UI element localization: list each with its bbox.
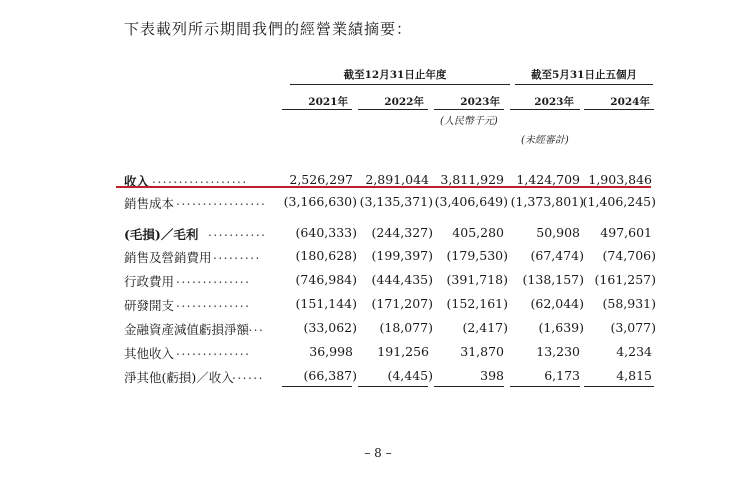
cell-value: 50,908 bbox=[536, 225, 580, 240]
cell-value: (67,474) bbox=[530, 248, 584, 263]
cell-value: (180,628) bbox=[295, 248, 357, 263]
leader-dots: .................. bbox=[152, 172, 248, 186]
table-row bbox=[0, 194, 756, 216]
table-row bbox=[0, 320, 756, 342]
cell-value: 2,526,297 bbox=[289, 172, 353, 187]
table-row bbox=[0, 225, 756, 247]
cell-value: (1,639) bbox=[538, 320, 584, 335]
cell-value: (62,044) bbox=[530, 296, 584, 311]
cell-value: (3,135,371) bbox=[359, 194, 433, 209]
year-header: 2023年 bbox=[534, 96, 574, 108]
cell-value: (244,327) bbox=[371, 225, 433, 240]
leader-dots: .............. bbox=[176, 296, 251, 310]
cell-value: 4,234 bbox=[616, 344, 652, 359]
cell-value: (199,397) bbox=[371, 248, 433, 263]
cell-value: (161,257) bbox=[594, 272, 656, 287]
cell-value: (3,166,630) bbox=[283, 194, 357, 209]
row-label: 金融資產減值虧損淨額 bbox=[124, 322, 250, 337]
cell-value: (1,406,245) bbox=[582, 194, 656, 209]
cell-value: 6,173 bbox=[544, 368, 580, 383]
cell-value: 398 bbox=[480, 368, 504, 383]
year-underline bbox=[510, 109, 580, 110]
row-label: 收入 bbox=[124, 174, 150, 189]
cell-value: (4,445) bbox=[387, 368, 433, 383]
cell-value: 13,230 bbox=[536, 344, 580, 359]
year-header: 2023年 bbox=[460, 96, 500, 108]
year-underline bbox=[434, 109, 504, 110]
table-row bbox=[0, 296, 756, 318]
row-label: 淨其他(虧損)／收入 bbox=[124, 370, 234, 385]
group-underline-annual bbox=[290, 84, 510, 85]
intro-text: 下表載列所示期間我們的經營業績摘要： bbox=[124, 20, 413, 38]
highlight-underline bbox=[116, 186, 651, 188]
unit-note: (人民幣千元) bbox=[440, 116, 498, 127]
column-bottom-rule bbox=[434, 386, 504, 387]
column-bottom-rule bbox=[282, 386, 352, 387]
cell-value: 31,870 bbox=[460, 344, 504, 359]
cell-value: (444,435) bbox=[371, 272, 433, 287]
cell-value: (2,417) bbox=[462, 320, 508, 335]
cell-value: (1,373,801) bbox=[510, 194, 584, 209]
group-header-annual: 截至12月31日止年度 bbox=[343, 69, 447, 81]
cell-value: 1,903,846 bbox=[588, 172, 652, 187]
year-header: 2021年 bbox=[308, 96, 348, 108]
column-bottom-rule bbox=[358, 386, 428, 387]
page-number: – 8 – bbox=[364, 446, 392, 460]
cell-value: 2,891,044 bbox=[365, 172, 429, 187]
cell-value: (74,706) bbox=[602, 248, 656, 263]
cell-value: (33,062) bbox=[303, 320, 357, 335]
cell-value: 1,424,709 bbox=[516, 172, 580, 187]
cell-value: 191,256 bbox=[377, 344, 429, 359]
leader-dots: ................. bbox=[176, 194, 267, 208]
cell-value: 36,998 bbox=[309, 344, 353, 359]
leader-dots: .............. bbox=[176, 344, 251, 358]
row-label: 行政費用 bbox=[124, 274, 175, 289]
year-underline bbox=[358, 109, 428, 110]
cell-value: (3,077) bbox=[610, 320, 656, 335]
cell-value: (391,718) bbox=[446, 272, 508, 287]
leader-dots: ........... bbox=[208, 225, 267, 239]
row-label: (毛損)／毛利 bbox=[124, 227, 199, 242]
column-bottom-rule bbox=[584, 386, 654, 387]
leader-dots: .............. bbox=[176, 272, 251, 286]
group-header-five-months: 截至5月31日止五個月 bbox=[531, 69, 637, 81]
year-header: 2024年 bbox=[610, 96, 650, 108]
cell-value: (66,387) bbox=[303, 368, 357, 383]
cell-value: (3,406,649) bbox=[434, 194, 508, 209]
cell-value: (152,161) bbox=[446, 296, 508, 311]
year-header: 2022年 bbox=[384, 96, 424, 108]
leader-dots: .... bbox=[243, 320, 265, 334]
table-row bbox=[0, 344, 756, 366]
column-bottom-rule bbox=[510, 386, 580, 387]
cell-value: (138,157) bbox=[522, 272, 584, 287]
cell-value: (18,077) bbox=[379, 320, 433, 335]
unaudited-note: (未經審計) bbox=[521, 135, 569, 146]
row-label: 其他收入 bbox=[124, 346, 175, 361]
year-underline bbox=[282, 109, 352, 110]
cell-value: 497,601 bbox=[600, 225, 652, 240]
table-row bbox=[0, 248, 756, 270]
year-underline bbox=[584, 109, 654, 110]
cell-value: 405,280 bbox=[452, 225, 504, 240]
cell-value: (171,207) bbox=[371, 296, 433, 311]
cell-value: 4,815 bbox=[616, 368, 652, 383]
cell-value: (640,333) bbox=[295, 225, 357, 240]
group-underline-five-months bbox=[515, 84, 653, 85]
row-label: 銷售及營銷費用 bbox=[124, 250, 212, 265]
cell-value: (179,530) bbox=[446, 248, 508, 263]
leader-dots: ...... bbox=[232, 368, 264, 382]
row-label: 研發開支 bbox=[124, 298, 175, 313]
row-label: 銷售成本 bbox=[124, 196, 175, 211]
cell-value: 3,811,929 bbox=[440, 172, 504, 187]
cell-value: (58,931) bbox=[602, 296, 656, 311]
cell-value: (151,144) bbox=[295, 296, 357, 311]
table-row bbox=[0, 172, 756, 194]
table-row bbox=[0, 272, 756, 294]
cell-value: (746,984) bbox=[295, 272, 357, 287]
leader-dots: ......... bbox=[213, 248, 261, 262]
